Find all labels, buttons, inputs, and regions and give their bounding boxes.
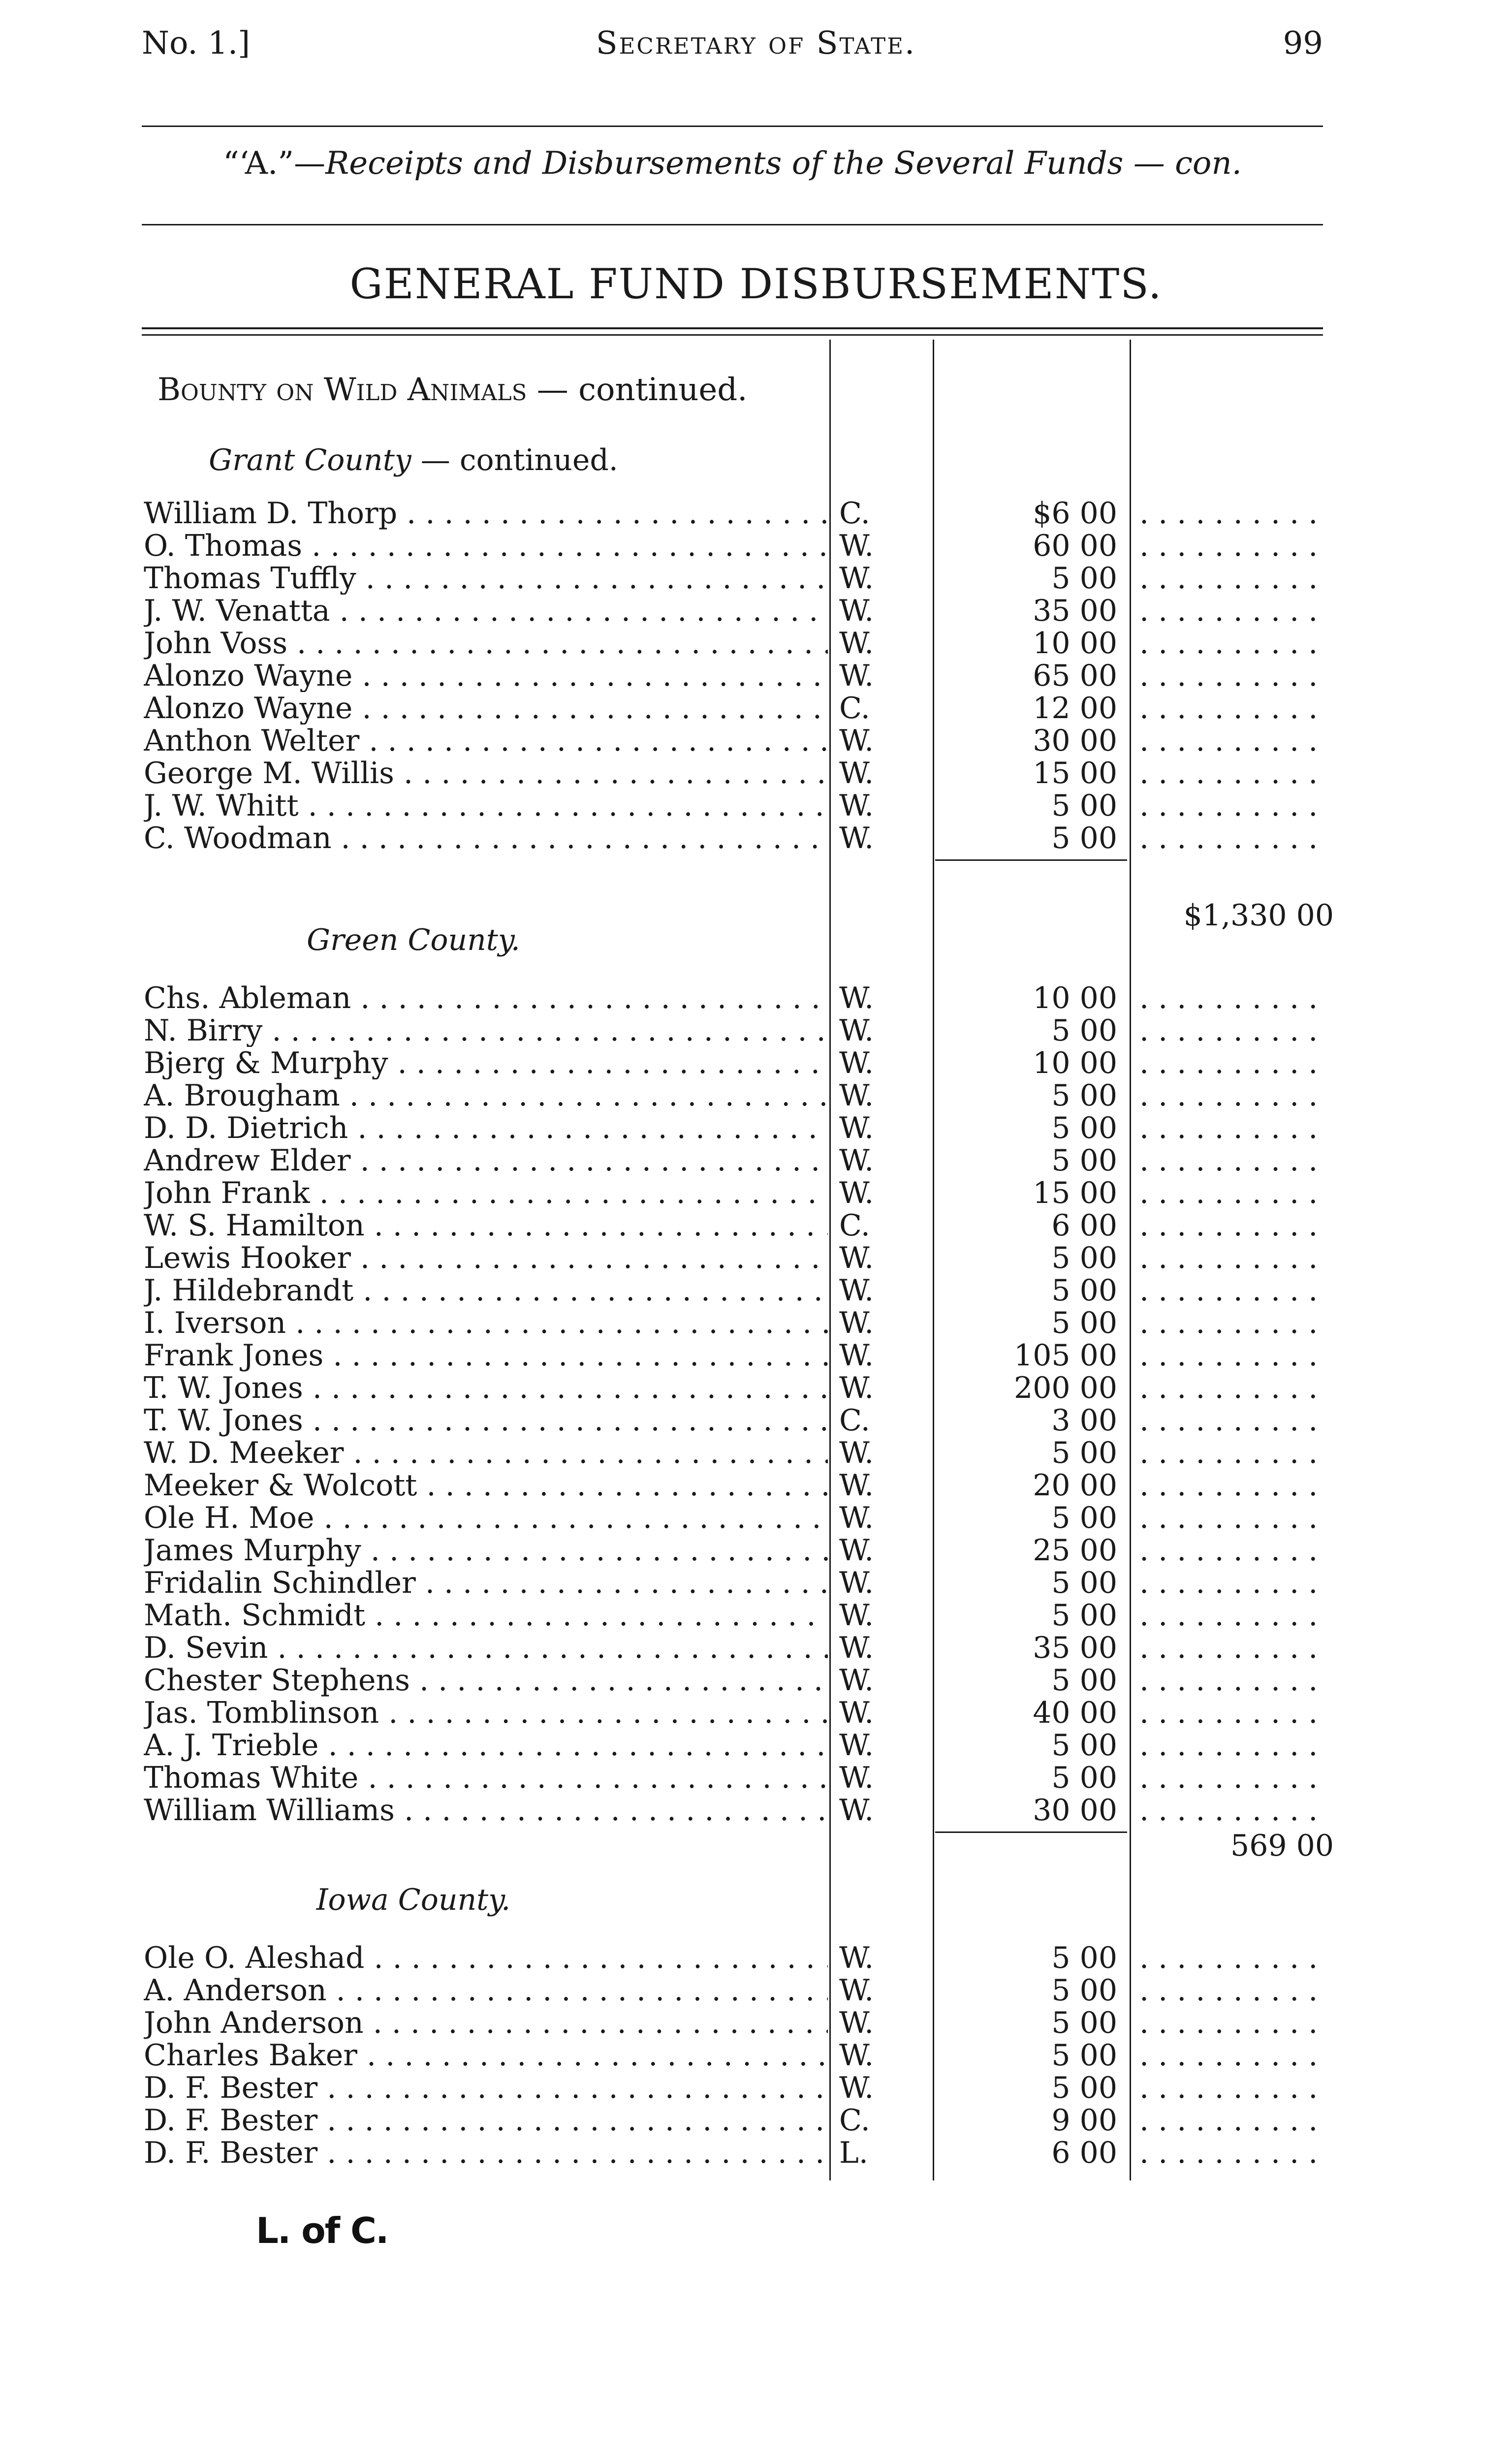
payee-name: D. Sevin . . . — [144, 1632, 828, 1664]
payment-code: W. — [839, 1793, 874, 1828]
dot-leader — [1139, 1534, 1326, 1567]
payee-name: John Frank . . . — [144, 1177, 828, 1209]
table-row — [0, 982, 1512, 1014]
table-row — [0, 1274, 1512, 1307]
dot-leader — [1139, 1112, 1326, 1144]
payment-amount: 5 00 — [1051, 2071, 1117, 2105]
table-row — [0, 1599, 1512, 1632]
table-row — [0, 1372, 1512, 1404]
dot-leader — [1139, 2072, 1326, 2104]
payment-amount: 60 00 — [1033, 529, 1117, 563]
county-heading-name: Grant County — [209, 443, 411, 477]
payment-amount: 5 00 — [1051, 1761, 1117, 1795]
dot-leader — [1139, 1079, 1326, 1112]
dot-leader — [1139, 1697, 1326, 1729]
table-row — [0, 1339, 1512, 1372]
payment-code: W. — [839, 724, 874, 758]
table-row — [0, 1242, 1512, 1274]
payment-code: W. — [839, 2006, 874, 2040]
payment-code: W. — [839, 1143, 874, 1178]
payment-amount: 5 00 — [1051, 1241, 1117, 1275]
payment-code: W. — [839, 1078, 874, 1113]
payee-name: John Anderson . . . — [144, 2007, 828, 2039]
payment-amount: 10 00 — [1033, 626, 1117, 661]
table-row — [0, 692, 1512, 725]
page-number: 99 — [1283, 25, 1323, 62]
payment-code: C. — [839, 1208, 870, 1243]
payment-amount: 40 00 — [1033, 1696, 1117, 1730]
payment-code: W. — [839, 561, 874, 596]
dot-leader — [1139, 789, 1326, 822]
table-row — [0, 2072, 1512, 2104]
dot-leader — [1139, 1469, 1326, 1502]
payment-code: W. — [839, 1468, 874, 1503]
payment-amount: 12 00 — [1033, 691, 1117, 726]
payment-code: W. — [839, 1241, 874, 1275]
payee-name: Chester Stephens . . . — [144, 1664, 828, 1697]
payment-code: W. — [839, 1533, 874, 1568]
table-row — [0, 2007, 1512, 2039]
payee-name: J. W. Whitt . . . — [144, 789, 828, 822]
payee-name: John Voss . . . — [144, 627, 828, 660]
dot-leader — [1139, 1307, 1326, 1339]
payment-amount: 30 00 — [1033, 1793, 1117, 1828]
payment-code: W. — [839, 594, 874, 628]
payee-name: A. Brougham . . . — [144, 1079, 828, 1112]
payment-amount: 5 00 — [1051, 821, 1117, 855]
dot-leader — [1139, 1047, 1326, 1079]
payment-code: W. — [839, 1761, 874, 1795]
payment-code: W. — [839, 1598, 874, 1633]
payee-name: William Williams . . . — [144, 1794, 828, 1827]
payment-code: W. — [839, 1436, 874, 1470]
dot-leader — [1139, 1794, 1326, 1827]
dot-leader — [1139, 1437, 1326, 1469]
payment-code: W. — [839, 1941, 874, 1975]
table-row — [0, 1209, 1512, 1242]
table-row — [0, 1112, 1512, 1144]
payee-name: Math. Schmidt . . . — [144, 1599, 828, 1632]
payee-name: Bjerg & Murphy . . . — [144, 1047, 828, 1079]
table-row — [0, 757, 1512, 789]
library-stamp: L. of C. — [256, 2210, 388, 2251]
dot-leader — [1139, 595, 1326, 627]
payment-code: W. — [839, 1306, 874, 1340]
payment-amount: 6 00 — [1051, 1208, 1117, 1243]
dot-leader — [1139, 1599, 1326, 1632]
dot-leader — [1139, 1372, 1326, 1404]
payment-amount: 5 00 — [1051, 1013, 1117, 1048]
table-row — [0, 1079, 1512, 1112]
payment-code: W. — [839, 789, 874, 823]
table-row — [0, 1632, 1512, 1664]
table-row — [0, 1664, 1512, 1697]
payee-name: Alonzo Wayne . . . — [144, 660, 828, 692]
table-row — [0, 627, 1512, 660]
dot-leader — [1139, 1339, 1326, 1372]
table-row — [0, 1942, 1512, 1974]
payment-amount: 15 00 — [1033, 756, 1117, 790]
table-row — [0, 1047, 1512, 1079]
dot-leader — [1139, 1567, 1326, 1599]
payment-amount: 5 00 — [1051, 1273, 1117, 1308]
payee-name: D. F. Bester . . . — [144, 2104, 828, 2137]
payment-code: W. — [839, 2038, 874, 2073]
payment-code: W. — [839, 1111, 874, 1145]
payment-amount: 5 00 — [1051, 789, 1117, 823]
payee-name: T. W. Jones . . . — [144, 1404, 828, 1437]
subtotal-rule — [935, 859, 1127, 861]
payment-amount: 5 00 — [1051, 2038, 1117, 2073]
payee-name: W. D. Meeker . . . — [144, 1437, 828, 1469]
payment-amount: 5 00 — [1051, 2006, 1117, 2040]
payee-name: Meeker & Wolcott . . . — [144, 1469, 828, 1502]
payment-amount: 5 00 — [1051, 1078, 1117, 1113]
dot-leader — [1139, 660, 1326, 692]
county-heading — [0, 445, 827, 475]
payment-code: L. — [839, 2136, 868, 2170]
payment-code: W. — [839, 1566, 874, 1600]
payment-amount: 5 00 — [1051, 1111, 1117, 1145]
payment-amount: 5 00 — [1051, 1501, 1117, 1535]
subtitle-suffix: — con. — [1133, 145, 1242, 182]
payee-name: J. W. Venatta . . . — [144, 595, 828, 627]
payment-amount: 5 00 — [1051, 1436, 1117, 1470]
table-row — [0, 660, 1512, 692]
payee-name: Anthon Welter . . . — [144, 725, 828, 757]
payment-code: W. — [839, 981, 874, 1015]
payment-amount: 5 00 — [1051, 1973, 1117, 2008]
dot-leader — [1139, 2007, 1326, 2039]
table-top-rule-2 — [142, 334, 1323, 336]
dot-leader — [1139, 1144, 1326, 1177]
payment-amount: 5 00 — [1051, 1598, 1117, 1633]
table-row — [0, 1729, 1512, 1762]
payee-name: Andrew Elder . . . — [144, 1144, 828, 1177]
payment-code: C. — [839, 496, 870, 531]
payment-code: W. — [839, 1696, 874, 1730]
payment-code: C. — [839, 691, 870, 726]
payment-amount: 105 00 — [1014, 1338, 1117, 1373]
payment-amount: 10 00 — [1033, 1046, 1117, 1080]
table-top-rule-1 — [142, 327, 1323, 329]
table-row — [0, 789, 1512, 822]
payee-name: A. J. Trieble . . . — [144, 1729, 828, 1762]
payee-name: I. Iverson . . . — [144, 1307, 828, 1339]
dot-leader — [1139, 1014, 1326, 1047]
dot-leader — [1139, 1632, 1326, 1664]
county-heading-name: Green County. — [307, 923, 520, 957]
table-row — [0, 2137, 1512, 2169]
dot-leader — [1139, 2039, 1326, 2072]
payee-name: T. W. Jones . . . — [144, 1372, 828, 1404]
payment-code: W. — [839, 1338, 874, 1373]
table-row — [0, 595, 1512, 627]
payee-name: Thomas Tuffly . . . — [144, 562, 828, 595]
dot-leader — [1139, 562, 1326, 595]
table-row — [0, 725, 1512, 757]
table-row — [0, 2104, 1512, 2137]
dot-leader — [1139, 1209, 1326, 1242]
payment-amount: 20 00 — [1033, 1468, 1117, 1503]
section-heading-rest: — continued. — [536, 372, 748, 408]
payee-name: Ole O. Aleshad . . . — [144, 1942, 828, 1974]
table-row — [0, 562, 1512, 595]
payee-name: O. Thomas . . . — [144, 530, 828, 562]
payee-name: William D. Thorp . . . — [144, 497, 828, 530]
dot-leader — [1139, 692, 1326, 725]
dot-leader — [1139, 982, 1326, 1014]
payee-name: Ole H. Moe . . . — [144, 1502, 828, 1534]
county-total: $1,330 00 — [1183, 898, 1334, 933]
payment-code: W. — [839, 1631, 874, 1665]
table-row — [0, 1307, 1512, 1339]
payee-name: N. Birry . . . — [144, 1014, 828, 1047]
payee-name: Jas. Tomblinson . . . — [144, 1697, 828, 1729]
table-row — [0, 1437, 1512, 1469]
payment-amount: 35 00 — [1033, 1631, 1117, 1665]
table-row — [0, 1404, 1512, 1437]
subtitle-text: Receipts and Disbursements of the Several Funds — [325, 145, 1124, 182]
dot-leader — [1139, 627, 1326, 660]
dot-leader — [1139, 822, 1326, 854]
page-title: GENERAL FUND DISBURSEMENTS. — [349, 260, 1163, 308]
payment-code: C. — [839, 2103, 870, 2138]
payee-name: D. F. Bester . . . — [144, 2072, 828, 2104]
table-row — [0, 1469, 1512, 1502]
payee-name: W. S. Hamilton . . . — [144, 1209, 828, 1242]
dot-leader — [1139, 497, 1326, 530]
page-header-left: No. 1.] — [142, 25, 251, 62]
payment-amount: 5 00 — [1051, 1728, 1117, 1763]
county-heading-suffix: — continued. — [420, 443, 618, 477]
payee-name: Alonzo Wayne . . . — [144, 692, 828, 725]
payment-code: W. — [839, 1973, 874, 2008]
county-heading-name: Iowa County. — [316, 1883, 511, 1917]
table-row — [0, 1794, 1512, 1827]
table-row — [0, 1502, 1512, 1534]
payment-amount: 5 00 — [1051, 1941, 1117, 1975]
table-row — [0, 1534, 1512, 1567]
payment-amount: 65 00 — [1033, 659, 1117, 693]
dot-leader — [1139, 1664, 1326, 1697]
payment-amount: 25 00 — [1033, 1533, 1117, 1568]
payment-amount: 30 00 — [1033, 724, 1117, 758]
dot-leader — [1139, 725, 1326, 757]
header-rule — [142, 126, 1323, 127]
payment-code: C. — [839, 1403, 870, 1438]
county-heading — [0, 925, 827, 955]
payment-code: W. — [839, 1046, 874, 1080]
dot-leader — [1139, 1274, 1326, 1307]
subtitle-prefix: “‘A.”— — [222, 145, 326, 182]
table-row — [0, 1144, 1512, 1177]
payment-code: W. — [839, 756, 874, 790]
payee-name: A. Anderson . . . — [144, 1974, 828, 2007]
dot-leader — [1139, 1762, 1326, 1794]
dot-leader — [1139, 1974, 1326, 2007]
payment-code: W. — [839, 659, 874, 693]
payee-name: George M. Willis . . . — [144, 757, 828, 789]
dot-leader — [1139, 530, 1326, 562]
table-row — [0, 497, 1512, 530]
table-row — [0, 1762, 1512, 1794]
payee-name: D. F. Bester . . . — [144, 2137, 828, 2169]
payee-name: C. Woodman . . . — [144, 822, 828, 854]
dot-leader — [1139, 1242, 1326, 1274]
dot-leader — [1139, 1502, 1326, 1534]
section-heading-caps: Bounty on Wild Animals — [158, 372, 527, 408]
subtotal-rule — [935, 1831, 1127, 1833]
county-heading — [0, 1885, 827, 1915]
dot-leader — [1139, 1942, 1326, 1974]
payment-amount: 3 00 — [1051, 1403, 1117, 1438]
table-row — [0, 2039, 1512, 2072]
payment-amount: 200 00 — [1014, 1371, 1117, 1405]
table-row — [0, 822, 1512, 854]
dot-leader — [1139, 1177, 1326, 1209]
table-row — [0, 1974, 1512, 2007]
payment-amount: 5 00 — [1051, 561, 1117, 596]
table-row — [0, 1697, 1512, 1729]
dot-leader — [1139, 1729, 1326, 1762]
payment-code: W. — [839, 1013, 874, 1048]
payee-name: James Murphy . . . — [144, 1534, 828, 1567]
table-row — [0, 530, 1512, 562]
payment-code: W. — [839, 529, 874, 563]
payee-name: Frank Jones . . . — [144, 1339, 828, 1372]
payment-code: W. — [839, 1501, 874, 1535]
subtitle-rule — [142, 224, 1323, 225]
payee-name: Chs. Ableman . . . — [144, 982, 828, 1014]
payment-amount: 10 00 — [1033, 981, 1117, 1015]
table-subtitle — [142, 145, 1323, 182]
dot-leader — [1139, 757, 1326, 789]
payment-amount: 15 00 — [1033, 1176, 1117, 1210]
payee-name: J. Hildebrandt . . . — [144, 1274, 828, 1307]
payment-code: W. — [839, 1176, 874, 1210]
table-row — [0, 1567, 1512, 1599]
payment-amount: 35 00 — [1033, 594, 1117, 628]
payment-code: W. — [839, 626, 874, 661]
payment-code: W. — [839, 821, 874, 855]
dot-leader — [1139, 2104, 1326, 2137]
payment-amount: 5 00 — [1051, 1306, 1117, 1340]
payee-name: Fridalin Schindler . . . — [144, 1567, 828, 1599]
payee-name: Lewis Hooker . . . — [144, 1242, 828, 1274]
payment-code: W. — [839, 2071, 874, 2105]
dot-leader — [1139, 2137, 1326, 2169]
payment-code: W. — [839, 1371, 874, 1405]
payee-name: Thomas White . . . — [144, 1762, 828, 1794]
payment-amount: 5 00 — [1051, 1143, 1117, 1178]
section-heading — [158, 374, 748, 406]
table-row — [0, 1177, 1512, 1209]
payment-code: W. — [839, 1273, 874, 1308]
payment-code: W. — [839, 1728, 874, 1763]
payment-amount: 6 00 — [1051, 2136, 1117, 2170]
dot-leader — [1139, 1404, 1326, 1437]
payment-amount: $6 00 — [1033, 496, 1117, 531]
payment-amount: 9 00 — [1051, 2103, 1117, 2138]
payment-amount: 5 00 — [1051, 1566, 1117, 1600]
payee-name: Charles Baker . . . — [144, 2039, 828, 2072]
payment-code: W. — [839, 1663, 874, 1698]
payment-amount: 5 00 — [1051, 1663, 1117, 1698]
county-total: 569 00 — [1230, 1829, 1334, 1863]
payee-name: D. D. Dietrich . . . — [144, 1112, 828, 1144]
page-header-title: Secretary of State. — [596, 25, 916, 62]
table-row — [0, 1014, 1512, 1047]
